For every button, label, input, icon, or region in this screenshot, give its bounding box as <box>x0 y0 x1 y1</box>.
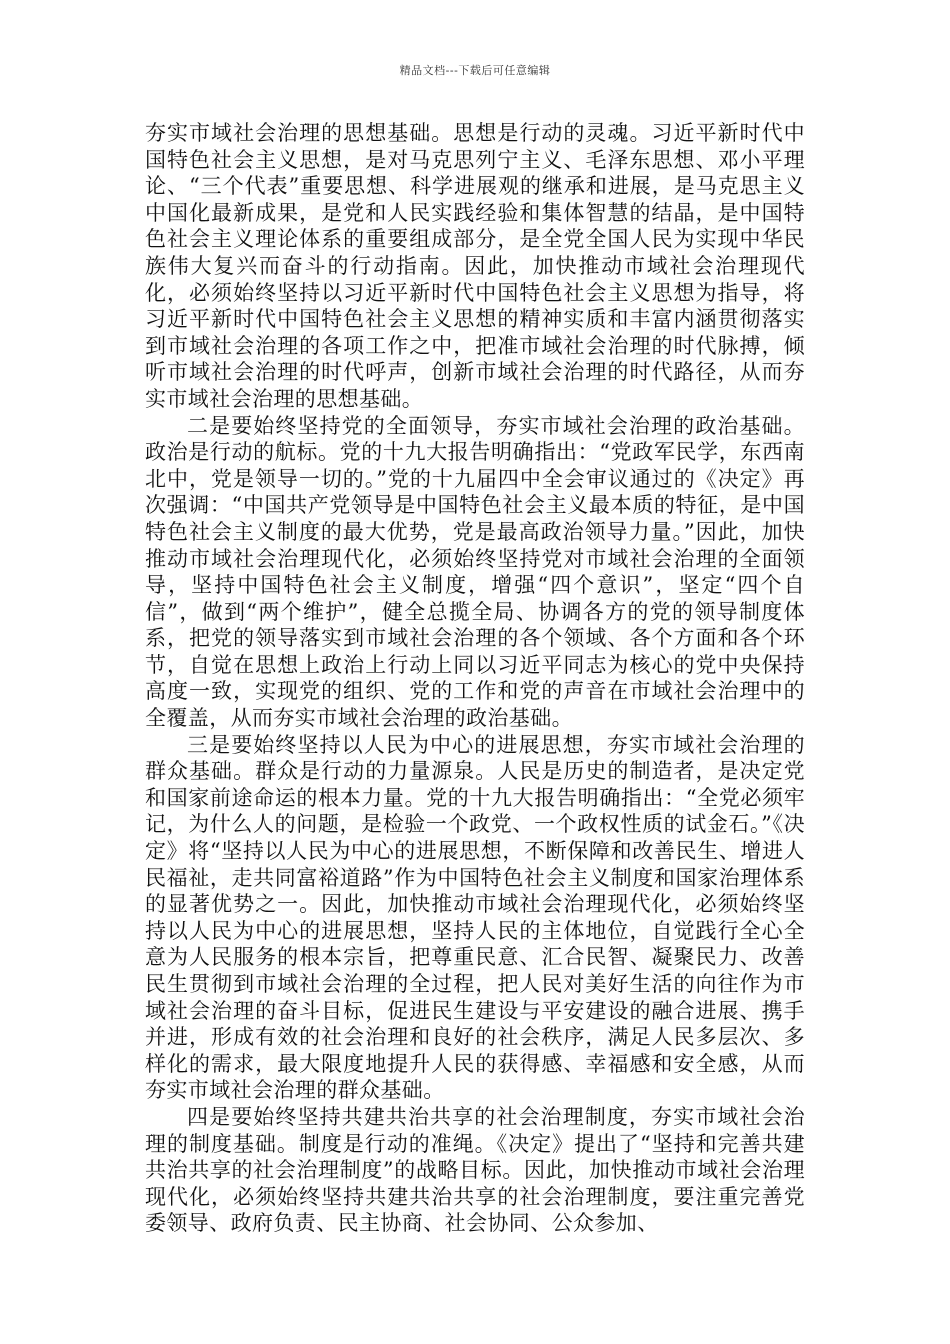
header-note: 精品文档---下载后可任意编辑 <box>399 64 551 77</box>
body-text <box>145 120 805 1237</box>
paragraph-2: 二是要始终坚持党的全面领导，夯实市域社会治理的政治基础。政治是行动的航标。党的十九大报告明确指出：“党政军民学，东西南北中，党是领导一切的。”党的十九届四中全会审议通过的《决定》再次强调：“中国共产党领导是中国特色社会主义最本质的特征，是中国特色社会主义制度的最大优势，党是最高政治领导力量。”因此，加快推动市域社会治理现代化，必须始终坚持党对市域社会治理的全面领导，坚持中国特色社会主义制度，增强“四个意识”，坚定“四个自信”，做到“两个维护”，健全总揽全局、协调各方的党的领导制度体系，把党的领导落实到市域社会治理的各个领域、各个方面和各个环节，自觉在思想上政治上行动上同以习近平同志为核心的党中央保持高度一致，实现党的组织、党的工作和党的声音在市域社会治理中的全覆盖，从而夯实市域社会治理的政治基础。 <box>145 413 805 731</box>
paragraph-4: 四是要始终坚持共建共治共享的社会治理制度，夯实市域社会治理的制度基础。制度是行动的准绳。《决定》提出了“坚持和完善共建共治共享的社会治理制度”的战略目标。因此，加快推动市域社会治理现代化，必须始终坚持共建共治共享的社会治理制度，要注重完善党委领导、政府负责、民主协商、社会协同、公众参加、 <box>145 1104 805 1236</box>
paragraph-3: 三是要始终坚持以人民为中心的进展思想，夯实市域社会治理的群众基础。群众是行动的力量源泉。人民是历史的制造者，是决定党和国家前途命运的根本力量。党的十九大报告明确指出：“全党必须牢记，为什么人的问题，是检验一个政党、一个政权性质的试金石。”《决定》将“坚持以人民为中心的进展思想，不断保障和改善民生、增进人民福祉，走共同富裕道路”作为中国特色社会主义制度和国家治理体系的显著优势之一。因此，加快推动市域社会治理现代化，必须始终坚持以人民为中心的进展思想，坚持人民的主体地位，自觉践行全心全意为人民服务的根本宗旨，把尊重民意、汇合民智、凝聚民力、改善民生贯彻到市域社会治理的全过程，把人民对美好生活的向往作为市域社会治理的奋斗目标，促进民生建设与平安建设的融合进展、携手并进，形成有效的社会治理和良好的社会秩序，满足人民多层次、多样化的需求，最大限度地提升人民的获得感、幸福感和安全感，从而夯实市域社会治理的群众基础。 <box>145 732 805 1103</box>
paragraph-1: 夯实市域社会治理的思想基础。思想是行动的灵魂。习近平新时代中国特色社会主义思想，是对马克思列宁主义、毛泽东思想、邓小平理论、“三个代表”重要思想、科学进展观的继承和进展，是马克思主义中国化最新成果，是党和人民实践经验和集体智慧的结晶，是中国特色社会主义理论体系的重要组成部分，是全党全国人民为实现中华民族伟大复兴而奋斗的行动指南。因此，加快推动市域社会治理现代化，必须始终坚持以习近平新时代中国特色社会主义思想为指导，将习近平新时代中国特色社会主义思想的精神实质和丰富内涵贯彻落实到市域社会治理的各项工作之中，把准市域社会治理的时代脉搏，倾听市域社会治理的时代呼声，创新市域社会治理的时代路径，从而夯实市域社会治理的思想基础。 <box>145 121 805 411</box>
